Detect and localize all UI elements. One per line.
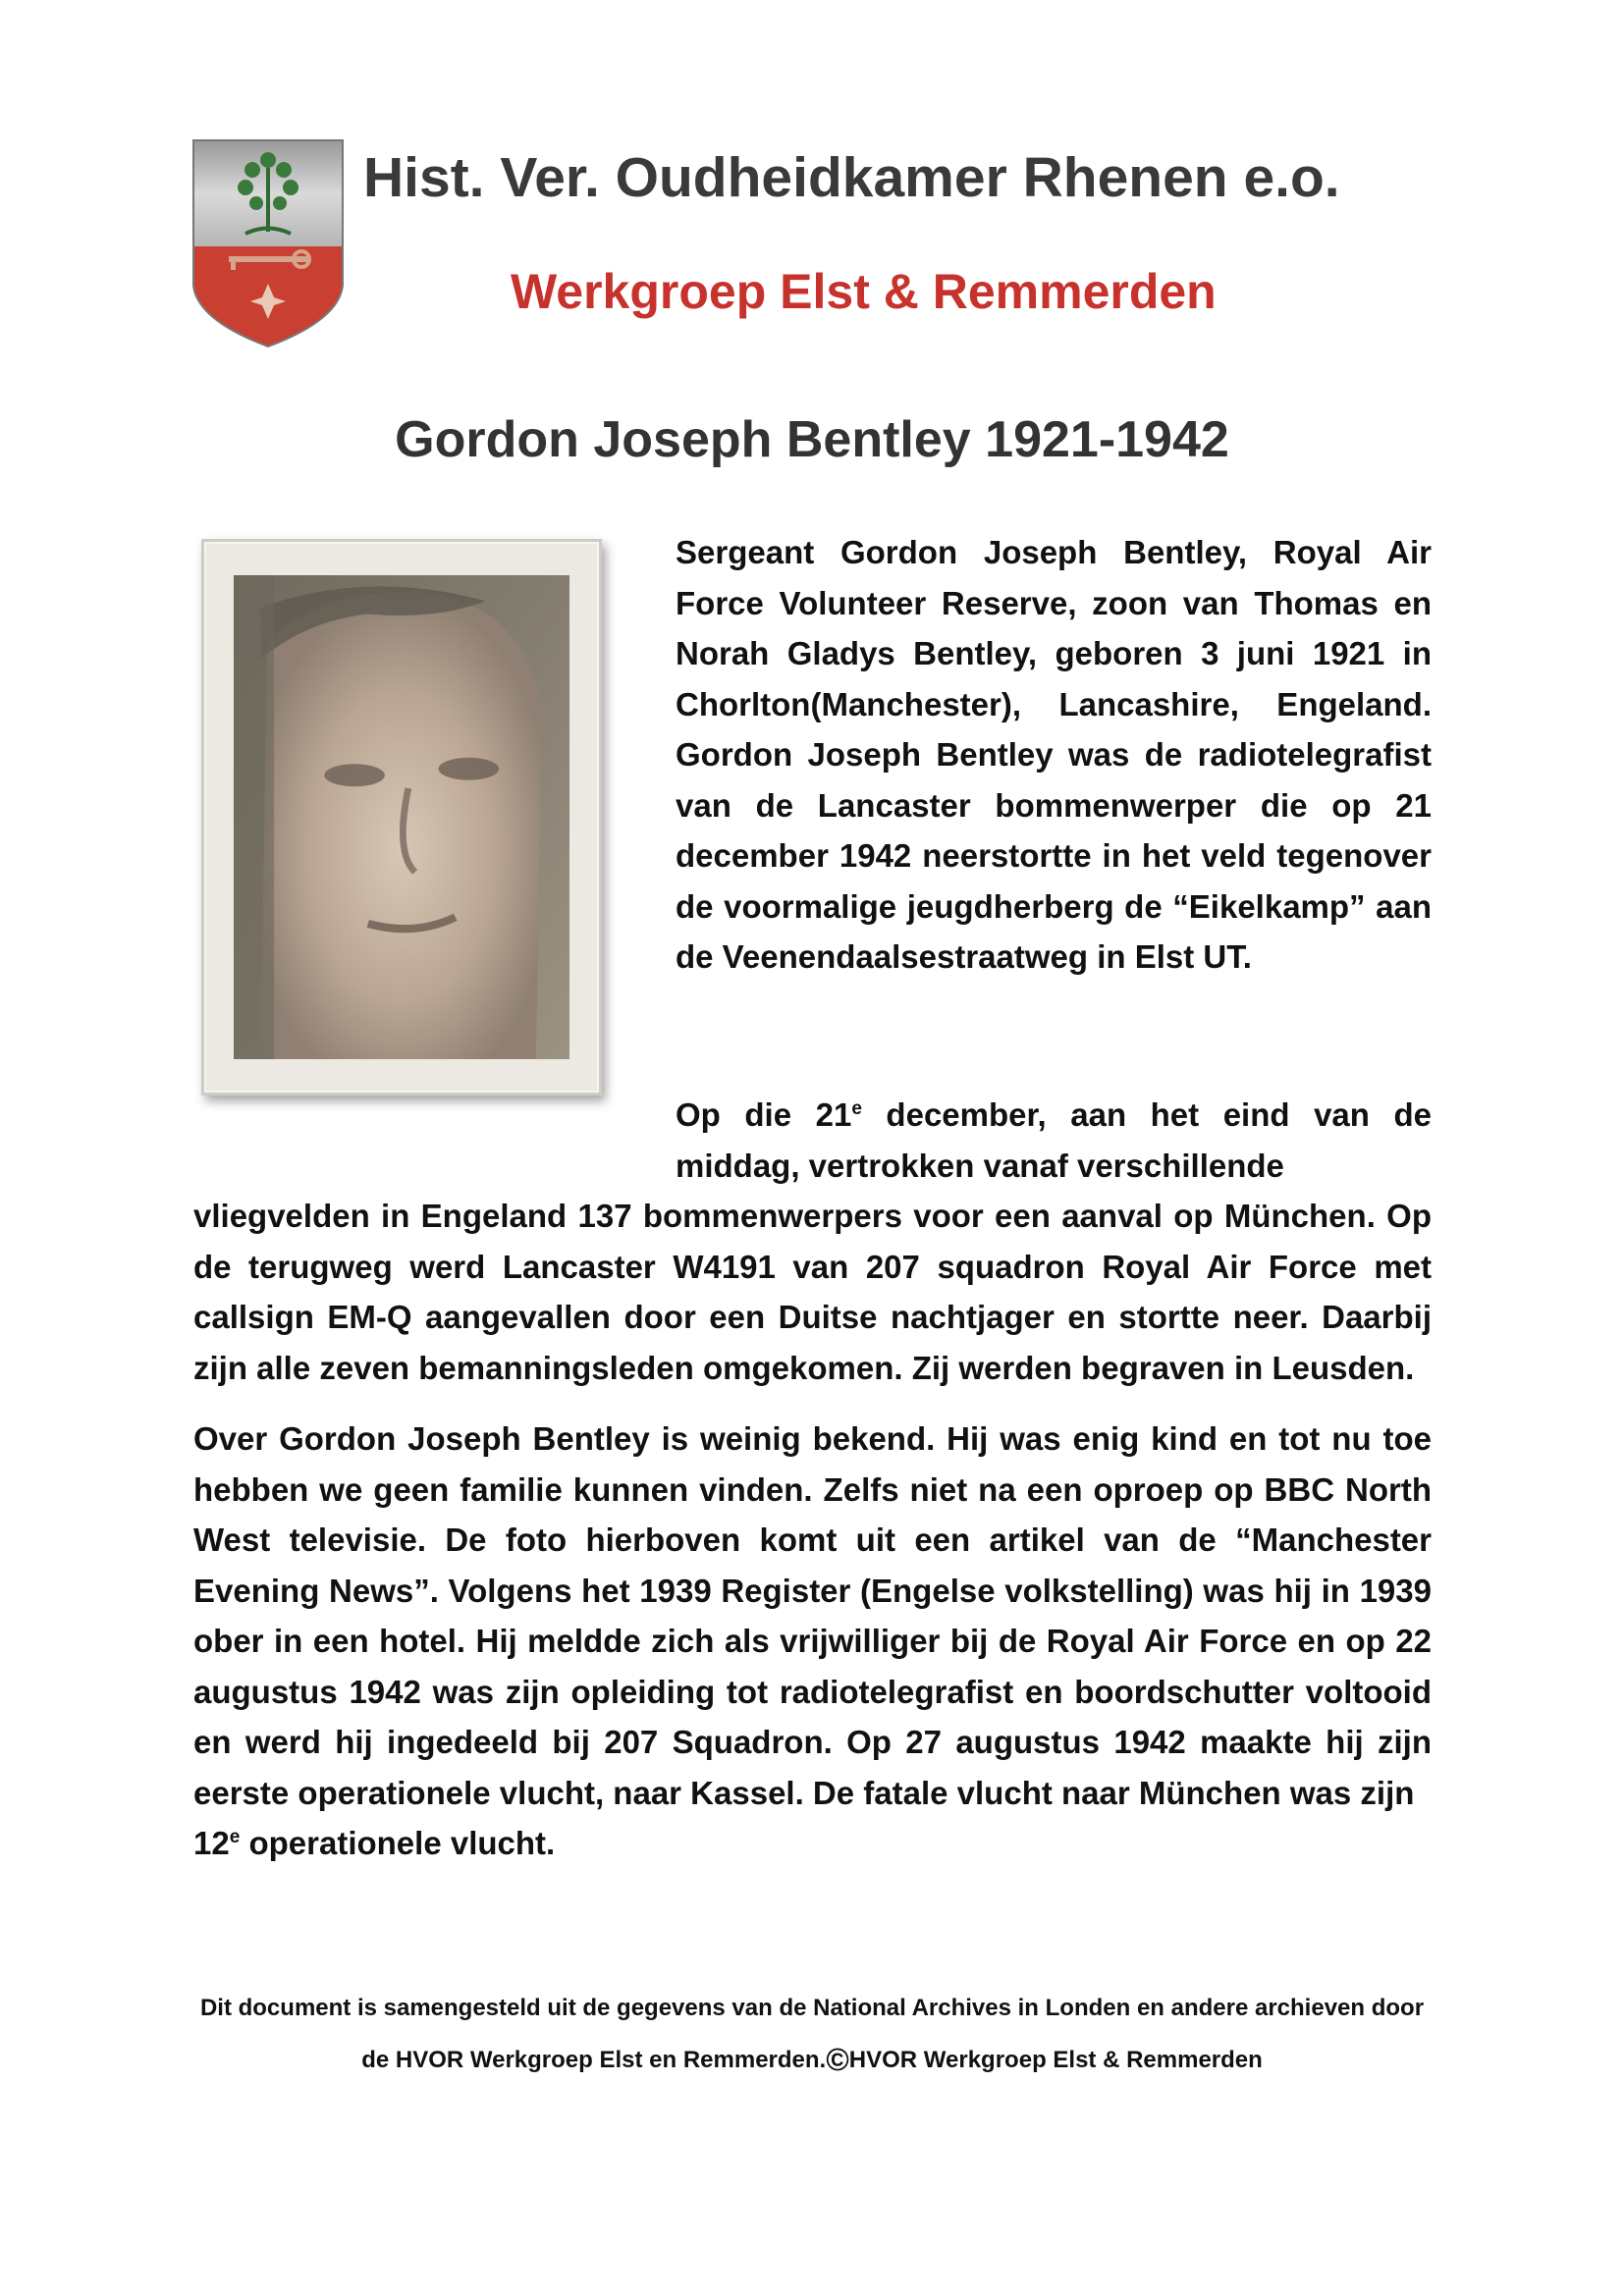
copyright-icon: ©	[826, 2042, 849, 2077]
coat-of-arms-icon	[191, 138, 345, 349]
raid-date-prefix: Op die 21	[676, 1096, 852, 1133]
workgroup-name: Werkgroep Elst & Remmerden	[511, 264, 1217, 319]
paragraph-biography	[193, 1414, 1432, 1869]
footer-credit: de HVOR Werkgroep Elst en Remmerden.	[361, 2047, 827, 2073]
biography-last-line	[193, 1818, 1432, 1869]
paragraph-intro: Sergeant Gordon Joseph Bentley, Royal Air Force Volunteer Reserve, zoon van Thomas en Norah Gladys Bentley, geboren 3 juni 1921 in Chorlton(Manchester), Lancashire, Engeland. Gordon Joseph Bentley was de radiotelegrafist van de Lancaster bommenwerper die op 21 december 1942 neerstortte in het veld tegenover de voormalige jeugdherberg de “Eikelkamp” aan de Veenendaalsestraatweg in Elst UT.	[676, 534, 1432, 975]
biography-text: Over Gordon Joseph Bentley is weinig bekend. Hij was enig kind en tot nu toe hebben we geen familie kunnen vinden. Zelfs niet na een oproep op BBC North West televisie. De foto hierboven komt uit een artikel van de “Manchester Evening News”. Volgens het 1939 Register (Engelse volkstelling) was hij in 1939 ober in een hotel. Hij meldde zich als vrijwilliger bij de Royal Air Force en op 22 augustus 1942 was zijn opleiding tot radiotelegrafist en boordschutter voltooid en werd hij ingedeeld bij 207 Squadron. Op 27 augustus 1942 maakte hij zijn eerste operationele vlucht, naar Kassel. De fatale vlucht naar München was zijn	[193, 1420, 1432, 1811]
photo-frame	[201, 539, 602, 1095]
document-title: Gordon Joseph Bentley 1921-1942	[395, 411, 1229, 468]
organization-name: Hist. Ver. Oudheidkamer Rhenen e.o.	[363, 146, 1340, 209]
ordinal-superscript: e	[851, 1098, 862, 1119]
ordinal-superscript: e	[229, 1827, 241, 1847]
flight-text: operationele vlucht.	[240, 1825, 556, 1861]
footer	[177, 1983, 1447, 2086]
paragraph-raid-start	[676, 1090, 1432, 1191]
flight-number: 12	[193, 1825, 230, 1861]
photo-mat	[234, 575, 569, 1059]
footer-owner: HVOR Werkgroep Elst & Remmerden	[848, 2047, 1263, 2073]
footer-line-2	[177, 2034, 1447, 2086]
raid-date-text: december, aan het eind van de middag, vertrokken vanaf verschillende	[676, 1096, 1432, 1184]
footer-line-1: Dit document is samengesteld uit de gegevens van de National Archives in Londen en andere archieven door	[199, 1995, 1425, 2021]
paragraph-raid: vliegvelden in Engeland 137 bommenwerpers voor een aanval op München. Op de terugweg werd Lancaster W4191 van 207 squadron Royal Air Force met callsign EM-Q aangevallen door een Duitse nachtjager en stortte neer. Daarbij zijn alle zeven bemanningsleden omgekomen. Zij werden begraven in Leusden.	[193, 1198, 1432, 1386]
portrait-photo	[234, 575, 569, 1059]
